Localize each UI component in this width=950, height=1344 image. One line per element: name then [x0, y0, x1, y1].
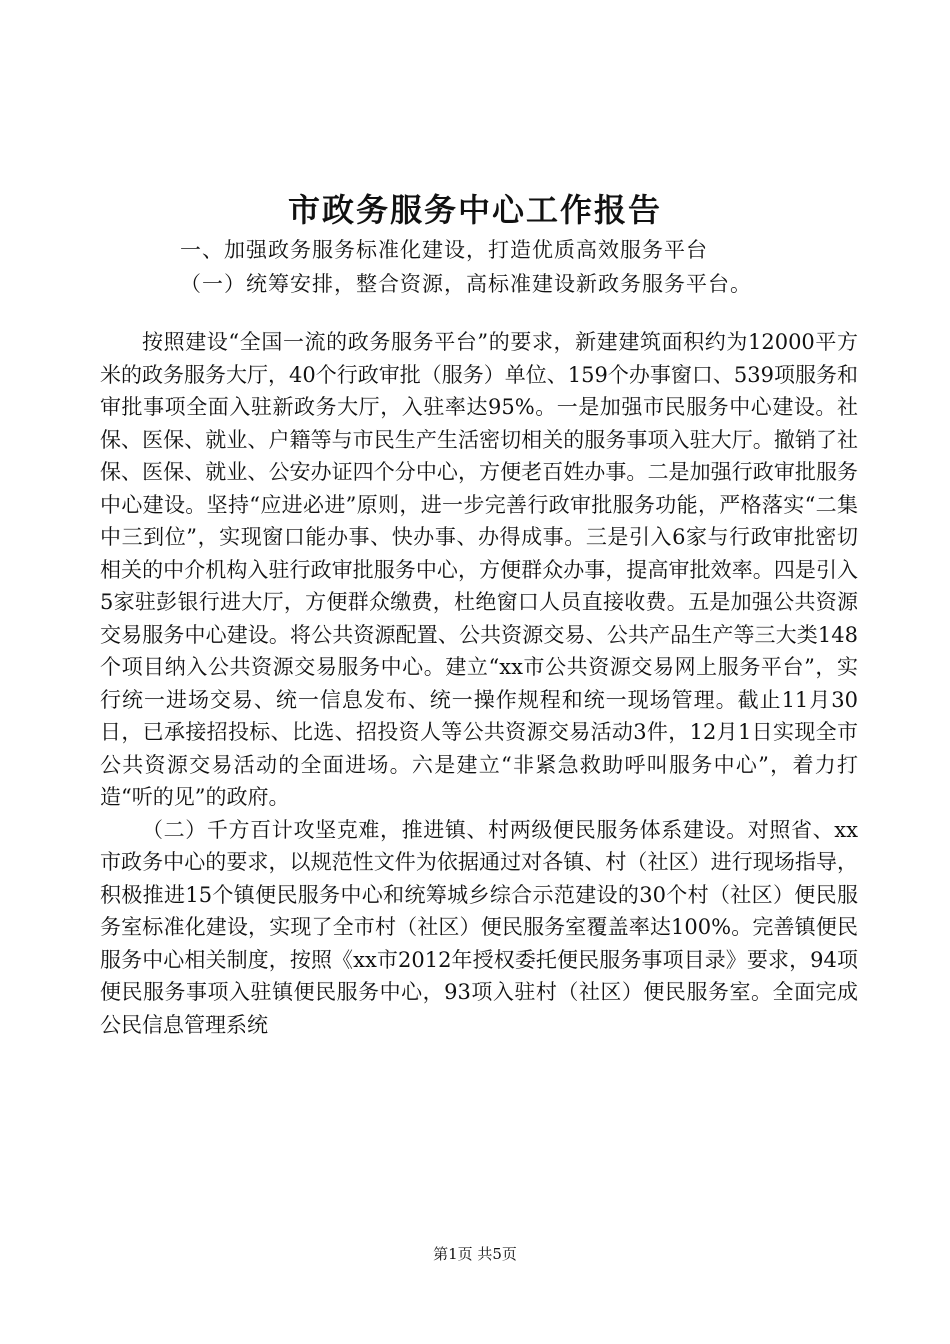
- document-title: 市政务服务中心工作报告: [287, 191, 662, 229]
- paragraph: 按照建设“全国一流的政务服务平台”的要求，新建建筑面积约为12000平方米的政务服务大厅，40个行政审批（服务）单位、159个办事窗口、539项服务和审批事项全面入驻新政务大厅，入驻率达95%。一是加强市民服务中心建设。社保、医保、就业、户籍等与市民生产生活密切相关的服务事项入驻大厅。撤销了社保、医保、就业、公安办证四个分中心，方便老百姓办事。二是加强行政审批服务中心建设。坚持“应进必进”原则，进一步完善行政审批服务功能，严格落实“二集中三到位”，实现窗口能办事、快办事、办得成事。三是引入6家与行政审批密切相关的中介机构入驻行政审批服务中心，方便群众办事，提高审批效率。四是引入5家驻彭银行进大厅，方便群众缴费，杜绝窗口人员直接收费。五是加强公共资源交易服务中心建设。将公共资源配置、公共资源交易、公共产品生产等三大类148个项目纳入公共资源交易服务中心。建立“xx市公共资源交易网上服务平台”，实行统一进场交易、统一信息发布、统一操作规程和统一现场管理。截止11月30日，已承接招投标、比选、招投资人等公共资源交易活动3件，12月1日实现全市公共资源交易活动的全面进场。六是建立“非紧急救助呼叫服务中心”，着力打造“听的见”的政府。: [100, 330, 858, 809]
- document-body: [100, 326, 858, 1041]
- page-number: 第1页 共5页: [433, 1245, 517, 1263]
- subsection-heading: （一）统筹安排，整合资源，高标准建设新政务服务平台。: [180, 272, 752, 296]
- section-heading: 一、加强政务服务标准化建设，打造优质高效服务平台: [180, 238, 708, 262]
- paragraph: （二）千方百计攻坚克难，推进镇、村两级便民服务体系建设。对照省、xx市政务中心的要求，以规范性文件为依据通过对各镇、村（社区）进行现场指导，积极推进15个镇便民服务中心和统筹城乡综合示范建设的30个村（社区）便民服务室标准化建设，实现了全市村（社区）便民服务室覆盖率达100%。完善镇便民服务中心相关制度，按照《xx市2012年授权委托便民服务事项目录》要求，94项便民服务事项入驻镇便民服务中心，93项入驻村（社区）便民服务室。全面完成公民信息管理系统: [100, 817, 858, 1037]
